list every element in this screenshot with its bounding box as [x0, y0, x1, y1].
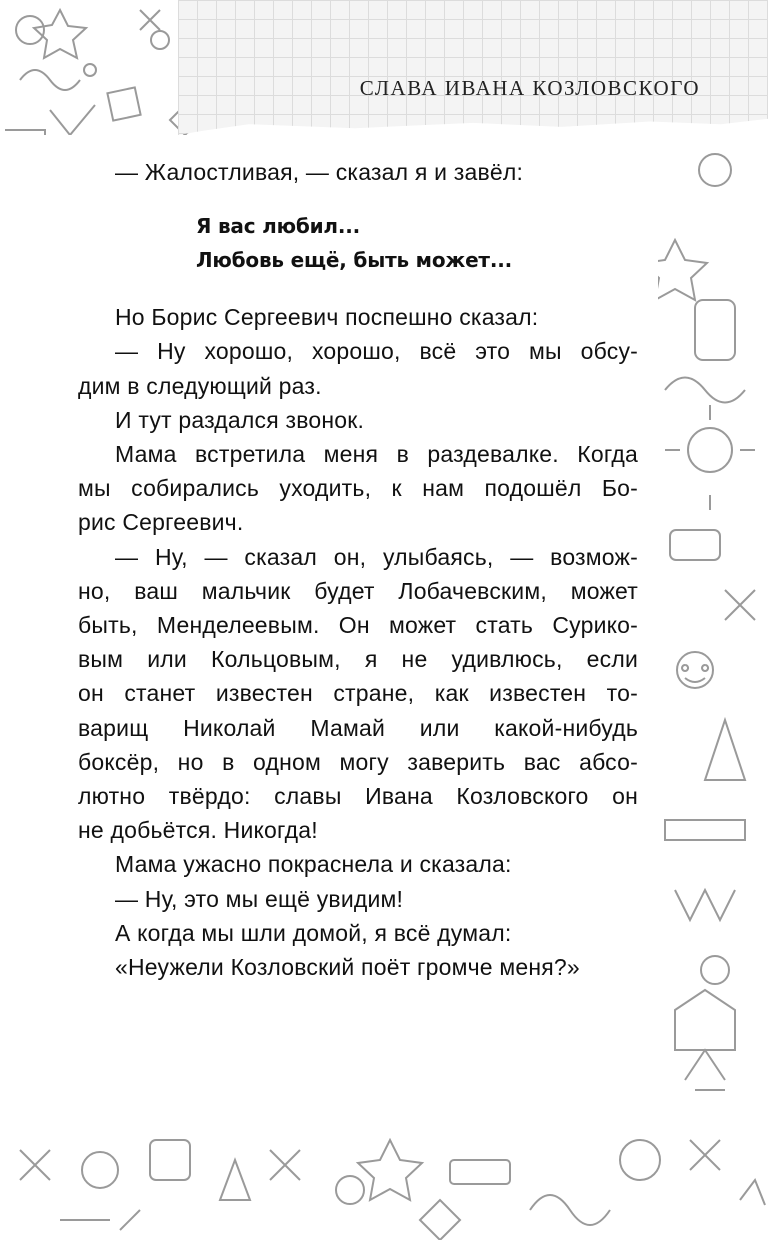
text-line: А когда мы шли домой, я всё думал:	[115, 919, 512, 946]
text-line: рис Сергеевич.	[78, 509, 244, 536]
text-line: Мама встретила меня в раздевалке. Когда	[115, 441, 638, 468]
running-header: СЛАВА ИВАНА КОЗЛОВСКОГО	[359, 76, 700, 100]
text-line: быть, Менделеевым. Он может стать Сурико-	[78, 612, 638, 639]
text-line: Мама ужасно покраснела и сказала:	[115, 851, 512, 878]
poem-quote	[196, 209, 638, 277]
text-line: — Ну хорошо, хорошо, всё это мы обсу-	[115, 338, 638, 365]
text-line: варищ Николай Мамай или какой-нибудь	[78, 714, 638, 741]
text-line: но, ваш мальчик будет Лобачевским, может	[78, 577, 638, 604]
doodle-pattern-top-left	[0, 0, 200, 150]
text-line: — Ну, это мы ещё увидим!	[115, 885, 404, 912]
chapter-text	[78, 155, 638, 984]
text-line: — Ну, — сказал он, улыбаясь, — возмож-	[115, 543, 638, 570]
poem-line: Любовь ещё, быть может...	[196, 248, 513, 273]
poem-line: Я вас любил...	[196, 214, 361, 239]
text-line: боксёр, но в одном могу заверить вас абсо-	[78, 748, 638, 775]
text-line: дим в следующий раз.	[78, 372, 322, 399]
text-line: вым или Кольцовым, я не удивлюсь, если	[78, 646, 638, 673]
text-line: лютно твёрдо: славы Ивана Козловского он	[78, 783, 638, 810]
doodle-pattern-bottom	[0, 1110, 768, 1240]
text-line: И тут раздался звонок.	[115, 406, 365, 433]
doodle-pattern-right	[655, 130, 768, 1140]
text-line: «Неужели Козловский поёт громче меня?»	[115, 954, 580, 981]
prose-lines	[78, 300, 638, 984]
text-line: мы собирались уходить, к нам подошёл Бо-	[78, 475, 638, 502]
text-line: Но Борис Сергеевич поспешно сказал:	[115, 304, 539, 331]
opening-line: — Жалостливая, — сказал я и завёл:	[115, 159, 524, 185]
text-line: не добьётся. Никогда!	[78, 817, 318, 844]
text-line: он станет известен стране, как известен то-	[78, 680, 638, 707]
grid-paper-header	[178, 0, 768, 135]
